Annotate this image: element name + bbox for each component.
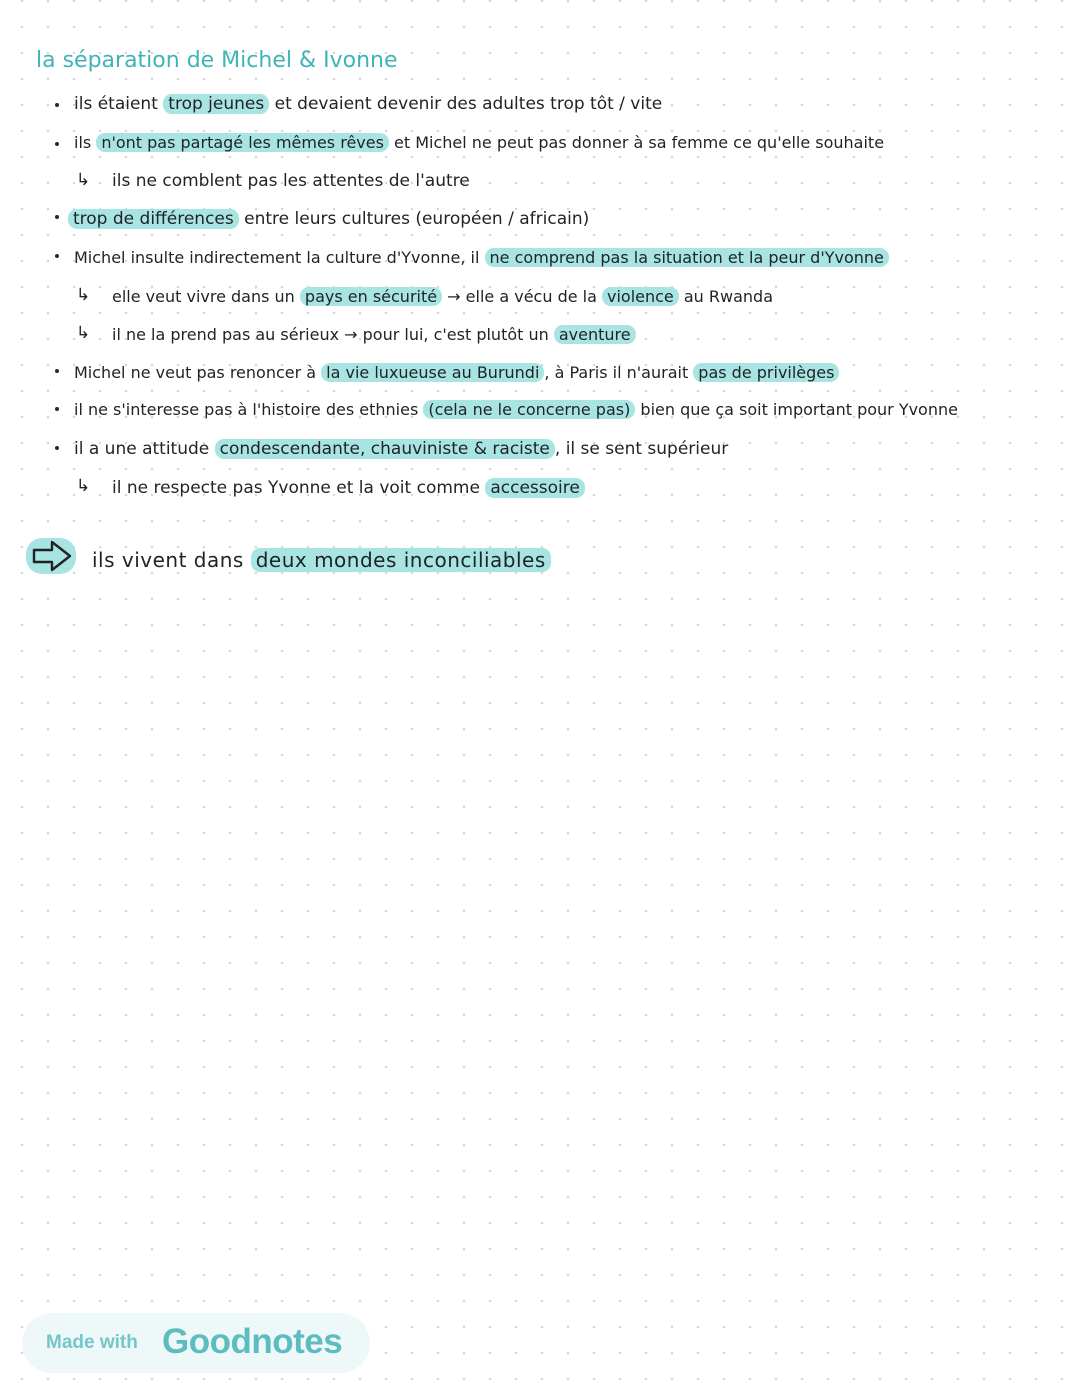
return-arrow-icon: ↳ bbox=[76, 285, 91, 305]
note-line: il ne s'interesse pas à l'histoire des ethnies (cela ne le concerne pas) bien que ça soit important pour Yvonne bbox=[74, 400, 958, 419]
note-line: ils n'ont pas partagé les mêmes rêves et Michel ne peut pas donner à sa femme ce qu'elle souhaite bbox=[74, 133, 885, 152]
highlight: violence bbox=[602, 287, 679, 306]
note-line: Michel insulte indirectement la culture d'Yvonne, il ne comprend pas la situation et la peur d'Yvonne bbox=[74, 246, 889, 270]
note-line: trop de différences entre leurs cultures (européen / africain) bbox=[68, 207, 589, 231]
bullet-icon bbox=[55, 103, 59, 107]
highlight: trop jeunes bbox=[163, 94, 269, 114]
highlight: pays en sécurité bbox=[300, 287, 442, 306]
bullet-icon bbox=[55, 254, 59, 258]
double-arrow-right-icon bbox=[26, 535, 76, 577]
highlight: condescendante, chauviniste & raciste bbox=[215, 439, 555, 459]
badge-label: Made with bbox=[46, 1332, 138, 1353]
note-line: il a une attitude condescendante, chauviniste & raciste , il se sent supérieur bbox=[74, 439, 729, 459]
bullet-icon bbox=[55, 446, 59, 450]
highlight: pas de privilèges bbox=[693, 363, 839, 382]
note-line: ils étaient trop jeunes et devaient devenir des adultes trop tôt / vite bbox=[74, 94, 663, 114]
bullet-icon bbox=[55, 407, 59, 411]
highlight: deux mondes inconciliables bbox=[251, 548, 551, 572]
note-line: il ne la prend pas au sérieux → pour lui, c'est plutôt un aventure bbox=[112, 323, 636, 347]
page-title: la séparation de Michel & Ivonne bbox=[36, 48, 398, 73]
note-line: Michel ne veut pas renoncer à la vie luxueuse au Burundi , à Paris il n'aurait pas de privilèges bbox=[74, 361, 839, 385]
bullet-icon bbox=[55, 369, 59, 373]
bullet-icon bbox=[55, 215, 59, 219]
highlight: (cela ne le concerne pas) bbox=[423, 400, 635, 419]
highlight: accessoire bbox=[485, 478, 584, 498]
note-line: elle veut vivre dans un pays en sécurité → elle a vécu de la violence au Rwanda bbox=[112, 287, 773, 306]
highlight: aventure bbox=[554, 325, 636, 344]
note-line: il ne respecte pas Yvonne et la voit comme accessoire bbox=[112, 476, 585, 500]
bullet-icon bbox=[55, 142, 59, 146]
return-arrow-icon: ↳ bbox=[76, 476, 91, 496]
return-arrow-icon: ↳ bbox=[76, 170, 91, 190]
conclusion: ils vivent dans deux mondes inconciliables bbox=[92, 546, 551, 574]
return-arrow-icon: ↳ bbox=[76, 323, 91, 343]
highlight: trop de différences bbox=[68, 209, 239, 229]
goodnotes-logo: Goodnotes bbox=[162, 1322, 343, 1361]
highlight: la vie luxueuse au Burundi bbox=[321, 363, 544, 382]
highlight: ne comprend pas la situation et la peur d'Yvonne bbox=[485, 248, 889, 267]
highlight: n'ont pas partagé les mêmes rêves bbox=[96, 133, 389, 152]
note-line: ils ne comblent pas les attentes de l'autre bbox=[112, 171, 470, 191]
